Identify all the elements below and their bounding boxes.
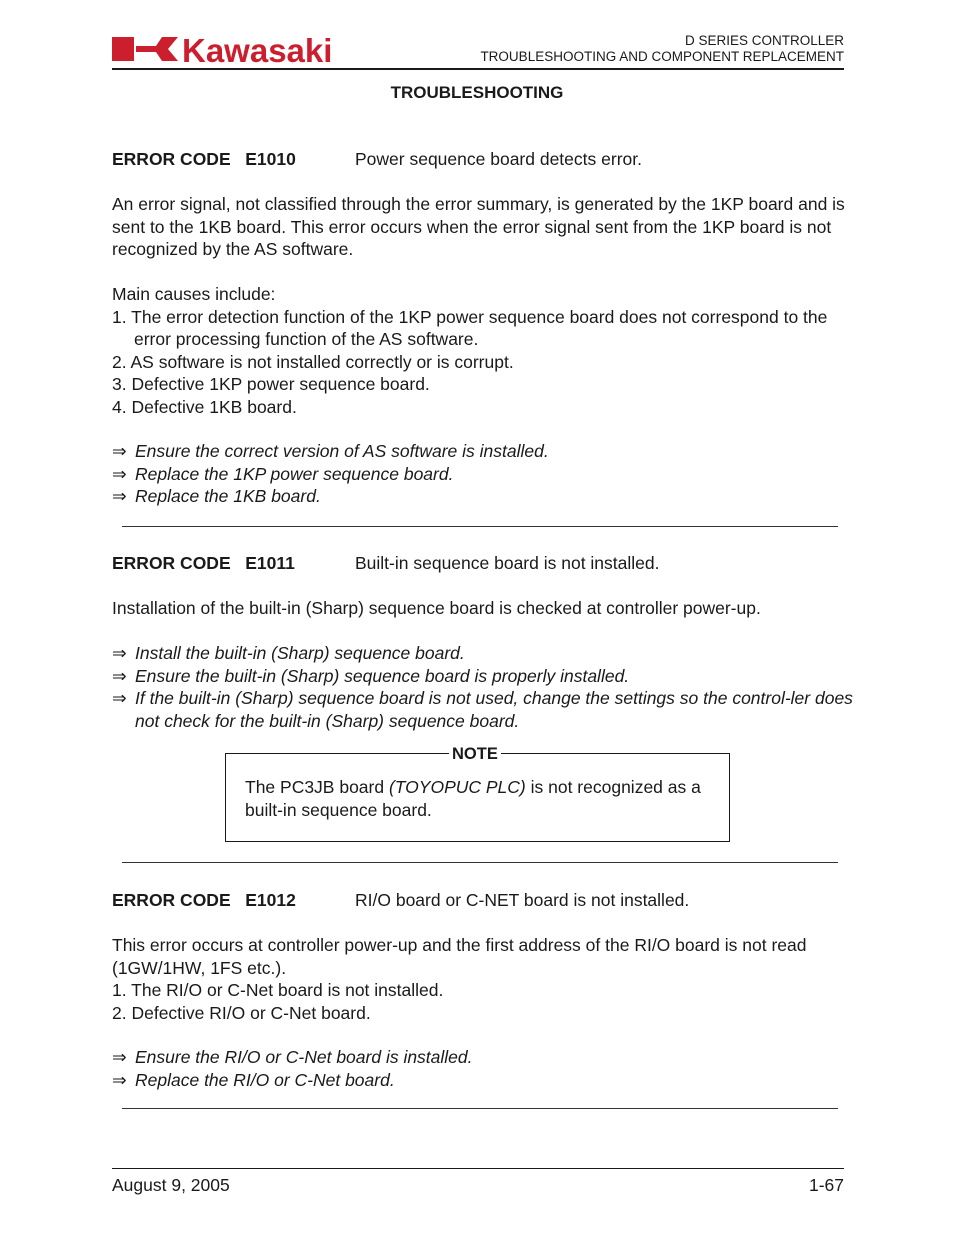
error-description: An error signal, not classified through the error summary, is generated by the 1KP board and is sent to the 1KB board. This error occurs when the error signal sent from the 1KP board is not recognized by the AS software.: [112, 194, 845, 259]
header-subtitle: TROUBLESHOOTING AND COMPONENT REPLACEMENT: [480, 49, 844, 64]
causes-block: [112, 283, 852, 418]
causes-intro: Main causes include:: [112, 284, 276, 304]
note-text: The PC3JB board (TOYOPUC PLC) is not recognized as a built-in sequence board.: [245, 777, 706, 820]
error-code-label: ERROR CODE E1011: [112, 553, 295, 573]
error-heading-e1011: [112, 552, 852, 575]
arrow-icon: ⇒: [112, 665, 127, 686]
arrow-icon: ⇒: [112, 463, 127, 484]
error-description: This error occurs at controller power-up and the first address of the RI/O board is not read (1GW/1HW, 1FS etc.).: [112, 935, 807, 978]
arrow-icon: ⇒: [112, 688, 127, 708]
error-heading-e1012: [112, 889, 852, 912]
list-item: 1. The RI/O or C-Net board is not installed.: [112, 980, 444, 1000]
action-item: ⇒ Replace the RI/O or C-Net board.: [112, 1069, 395, 1090]
list-item: 2. Defective RI/O or C-Net board.: [112, 1002, 371, 1023]
error-title: RI/O board or C-NET board is not installed.: [355, 890, 690, 910]
actions-block: [112, 642, 852, 732]
list-item: 4. Defective 1KB board.: [112, 396, 297, 417]
arrow-icon: ⇒: [112, 486, 127, 506]
separator-rule: [122, 862, 838, 863]
action-item: ⇒ Ensure the RI/O or C-Net board is installed.: [112, 1047, 473, 1067]
header-info: [480, 33, 844, 65]
error-heading-e1010: [112, 148, 852, 171]
actions-block: [112, 1046, 852, 1091]
causes-block: [112, 934, 832, 1024]
arrow-icon: ⇒: [112, 643, 127, 663]
list-item: 3. Defective 1KP power sequence board.: [112, 374, 430, 394]
actions-block: [112, 440, 852, 508]
list-item: 2. AS software is not installed correctly or is corrupt.: [112, 351, 514, 372]
logo-wordmark: Kawasaki: [182, 33, 333, 65]
arrow-icon: ⇒: [112, 441, 127, 461]
error-description: Installation of the built-in (Sharp) sequence board is checked at controller power-up.: [112, 598, 761, 618]
footer-rule: [112, 1168, 844, 1169]
kawasaki-logo: [112, 33, 390, 65]
footer-date: August 9, 2005: [112, 1175, 230, 1195]
page-number: 1-67: [808, 1175, 844, 1195]
arrow-icon: ⇒: [112, 1047, 127, 1067]
error-code-label: ERROR CODE E1010: [112, 149, 296, 169]
action-item: ⇒ Ensure the correct version of AS software is installed.: [112, 441, 549, 461]
action-item: ⇒ Ensure the built-in (Sharp) sequence board is properly installed.: [112, 665, 630, 686]
separator-rule: [122, 526, 838, 527]
error-title: Built-in sequence board is not installed.: [355, 553, 660, 573]
header-rule: [112, 68, 844, 70]
header-series: D SERIES CONTROLLER: [684, 33, 844, 48]
section-title: TROUBLESHOOTING: [390, 83, 564, 102]
note-label: NOTE: [449, 743, 501, 765]
separator-rule: [122, 1108, 838, 1109]
action-item: ⇒ Replace the 1KP power sequence board.: [112, 463, 454, 484]
action-item: ⇒ Install the built-in (Sharp) sequence board.: [112, 643, 465, 663]
error-code-label: ERROR CODE E1012: [112, 890, 296, 910]
arrow-icon: ⇒: [112, 1069, 127, 1090]
action-item: ⇒ If the built-in (Sharp) sequence board is not used, change the settings so the control-ler does not check for the built-in (Sharp) sequence board.: [112, 688, 853, 731]
action-item: ⇒ Replace the 1KB board.: [112, 486, 321, 506]
list-item: 1. The error detection function of the 1KP power sequence board does not correspond to the error processing function of the AS software.: [112, 306, 828, 349]
error-title: Power sequence board detects error.: [355, 149, 642, 169]
